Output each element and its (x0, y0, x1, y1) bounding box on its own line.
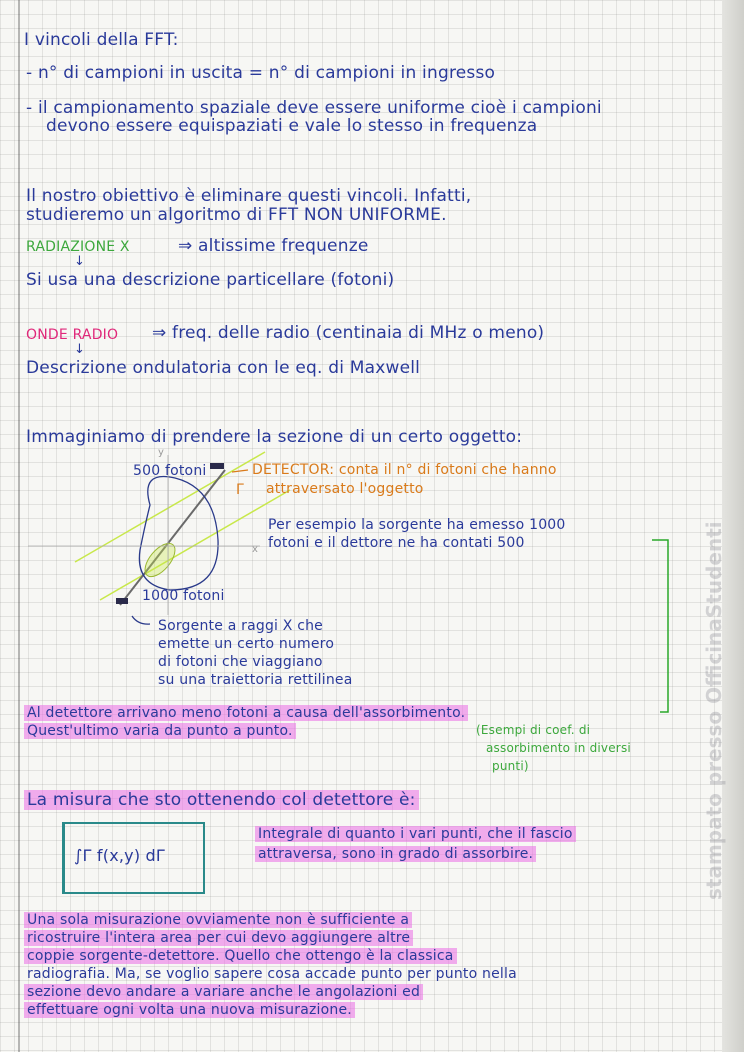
goal-line-2: studieremo un algoritmo di FFT NON UNIFORME. (26, 205, 447, 225)
radio-desc-2: Descrizione ondulatoria con le eq. di Maxwell (26, 358, 421, 378)
beam-edge-right (100, 490, 290, 600)
source-mark (116, 598, 128, 604)
absorb-note-1: (Esempi di coef. di (476, 723, 591, 737)
measure-line: La misura che sto ottenendo col detettore è: (24, 790, 419, 810)
absorption-region (139, 538, 180, 581)
imagine-line: Immaginiamo di prendere la sezione di un certo oggetto: (26, 427, 523, 447)
absorb-note-3: punti) (492, 759, 529, 773)
bullet-uniform-1: - il campionamento spaziale deve essere uniforme cioè i campioni (26, 98, 602, 118)
goal-line-1: Il nostro obiettivo è eliminare questi vincoli. Infatti, (26, 186, 472, 206)
radio-label: ONDE RADIO (26, 327, 119, 343)
source-line-3: di fotoni che viaggiano (158, 654, 323, 670)
section-title: I vincoli della FFT: (24, 30, 179, 50)
fig-y-label: y (158, 447, 165, 458)
xray-desc: ⇒ altissime frequenze (178, 236, 369, 256)
example-line-2: fotoni e il dettore ne ha contati 500 (268, 535, 525, 551)
detector-mark (210, 463, 224, 469)
example-line-1: Per esempio la sorgente ha emesso 1000 (268, 517, 566, 533)
watermark: stampato presso OfficinaStudenti (702, 521, 726, 900)
absorb-line-1: Al detettore arrivano meno fotoni a causa dell'assorbimento. (24, 705, 468, 721)
source-line-2: emette un certo numero (158, 636, 335, 652)
source-arrow (132, 616, 150, 624)
bullet-samples: - n° di campioni in uscita = n° di campioni in ingresso (26, 63, 496, 83)
final-line-4: radiografia. Ma, se voglio sapere cosa accade punto per punto nella (27, 966, 517, 982)
final-line-5: sezione devo andare a variare anche le angolazioni ed (24, 984, 423, 1000)
connector-bracket (652, 540, 668, 712)
source-line-1: Sorgente a raggi X che (158, 618, 323, 634)
fig-x-label: x (252, 544, 259, 555)
absorb-note-2: assorbimento in diversi (486, 741, 631, 755)
radio-desc: ⇒ freq. delle radio (centinaia di MHz o meno) (152, 323, 545, 343)
xray-arrow: ↓ (74, 254, 86, 269)
xray-label: RADIAZIONE X (26, 239, 130, 255)
final-line-2: ricostruire l'intera area per cui devo aggiungere altre (24, 930, 413, 946)
detector-line-2: attraversato l'oggetto (266, 481, 424, 497)
absorb-line-2: Quest'ultimo varia da punto a punto. (24, 723, 296, 739)
fig-gamma: Γ (236, 482, 244, 498)
formula: ∫Γ f(x,y) dΓ (74, 846, 166, 865)
integral-line-2: attraversa, sono in grado di assorbire. (255, 846, 536, 862)
final-line-3: coppie sorgente-detettore. Quello che ottengo è la classica (24, 948, 457, 964)
fig-1000-fotoni: 1000 fotoni (142, 588, 225, 604)
fig-500-fotoni: 500 fotoni (133, 463, 207, 479)
final-line-1: Una sola misurazione ovviamente non è sufficiente a (24, 912, 412, 928)
radio-arrow: ↓ (74, 342, 86, 357)
detector-line-1: DETECTOR: conta il n° di fotoni che hanno (252, 462, 557, 478)
bullet-uniform-2: devono essere equispaziati e vale lo stesso in frequenza (46, 116, 538, 136)
xray-desc-2: Si usa una descrizione particellare (fotoni) (26, 270, 395, 290)
final-line-6: effettuare ogni volta una nuova misurazione. (24, 1002, 355, 1018)
source-line-4: su una traiettoria rettilinea (158, 672, 353, 688)
integral-line-1: Integrale di quanto i vari punti, che il fascio (255, 826, 576, 842)
